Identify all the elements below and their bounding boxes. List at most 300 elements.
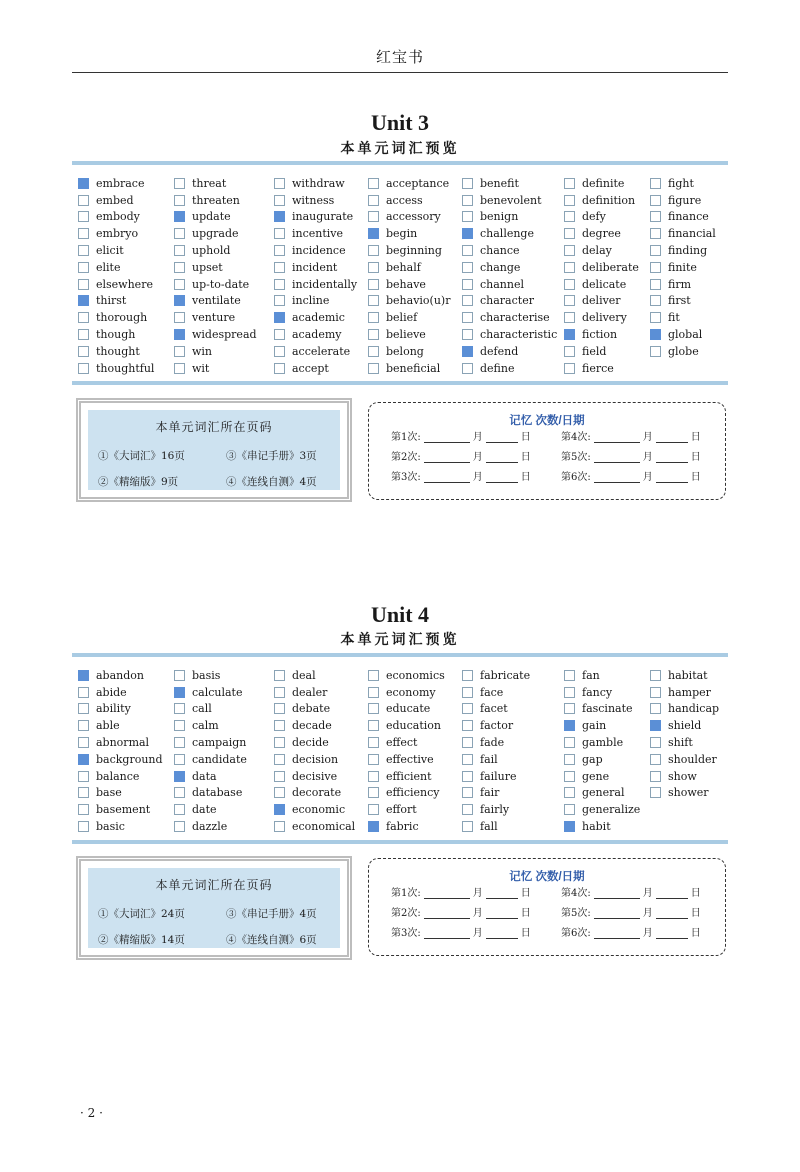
- word-checkbox[interactable]: [368, 363, 379, 374]
- word-checkbox[interactable]: [368, 178, 379, 189]
- word-label: decade: [292, 719, 332, 733]
- word-checkbox[interactable]: [564, 787, 575, 798]
- memory-entry-label: 第6次:: [561, 472, 591, 483]
- word-item: [274, 360, 357, 377]
- word-checkbox[interactable]: [274, 295, 285, 306]
- word-checkbox[interactable]: [174, 363, 185, 374]
- word-item: [368, 684, 445, 701]
- memory-entry: [561, 448, 701, 463]
- page-ref: ④《连线自测》4页: [226, 476, 317, 488]
- memory-entry-label: 第1次:: [391, 888, 421, 899]
- word-item: [78, 242, 154, 259]
- word-checkbox[interactable]: [650, 178, 661, 189]
- word-checkbox[interactable]: [174, 687, 185, 698]
- memory-blank-field[interactable]: [594, 927, 640, 939]
- word-checkbox[interactable]: [274, 262, 285, 273]
- word-column: [274, 667, 355, 835]
- word-item: [174, 667, 247, 684]
- word-label: basement: [96, 803, 151, 817]
- word-checkbox[interactable]: [462, 228, 473, 239]
- word-checkbox[interactable]: [564, 312, 575, 323]
- memory-entry-label: 第3次:: [391, 928, 421, 939]
- word-item: [274, 293, 357, 310]
- memory-blank-field[interactable]: [656, 431, 688, 443]
- word-label: fiction: [582, 328, 618, 342]
- word-checkbox[interactable]: [650, 703, 661, 714]
- word-checkbox[interactable]: [564, 228, 575, 239]
- word-checkbox[interactable]: [368, 279, 379, 290]
- memory-blank-field[interactable]: [594, 887, 640, 899]
- word-checkbox[interactable]: [274, 178, 285, 189]
- word-checkbox[interactable]: [174, 228, 185, 239]
- word-label: update: [192, 210, 231, 224]
- memory-entry-label: 日: [520, 452, 531, 463]
- word-checkbox[interactable]: [462, 312, 473, 323]
- memory-entry-label: 日: [690, 472, 701, 483]
- word-checkbox[interactable]: [368, 262, 379, 273]
- word-item: [564, 225, 639, 242]
- word-checkbox[interactable]: [274, 670, 285, 681]
- memory-entry: [391, 884, 531, 899]
- word-checkbox[interactable]: [650, 687, 661, 698]
- word-checkbox[interactable]: [462, 787, 473, 798]
- word-checkbox[interactable]: [274, 754, 285, 765]
- word-checkbox[interactable]: [274, 363, 285, 374]
- word-label: beginning: [386, 244, 442, 258]
- memory-entry: [391, 468, 531, 483]
- word-checkbox[interactable]: [368, 312, 379, 323]
- word-item: [368, 242, 450, 259]
- word-label: database: [192, 786, 243, 800]
- word-item: [650, 768, 719, 785]
- word-checkbox[interactable]: [78, 295, 89, 306]
- word-checkbox[interactable]: [368, 211, 379, 222]
- word-checkbox[interactable]: [650, 787, 661, 798]
- word-checkbox[interactable]: [174, 346, 185, 357]
- word-checkbox[interactable]: [78, 363, 89, 374]
- word-checkbox[interactable]: [368, 228, 379, 239]
- word-label: decision: [292, 752, 339, 766]
- memory-blank-field[interactable]: [486, 451, 518, 463]
- memory-blank-field[interactable]: [594, 431, 640, 443]
- word-checkbox[interactable]: [650, 262, 661, 273]
- word-checkbox[interactable]: [274, 720, 285, 731]
- word-label: generalize: [582, 803, 641, 817]
- word-checkbox[interactable]: [564, 703, 575, 714]
- memory-entry-label: 月: [642, 928, 653, 939]
- word-checkbox[interactable]: [564, 295, 575, 306]
- word-checkbox[interactable]: [368, 787, 379, 798]
- word-checkbox[interactable]: [564, 804, 575, 815]
- memory-blank-field[interactable]: [424, 927, 470, 939]
- word-item: [564, 343, 639, 360]
- word-label: habit: [582, 820, 611, 834]
- word-checkbox[interactable]: [564, 279, 575, 290]
- word-checkbox[interactable]: [650, 312, 661, 323]
- word-item: [78, 818, 163, 835]
- word-item: [368, 734, 445, 751]
- word-checkbox[interactable]: [78, 787, 89, 798]
- word-label: acceptance: [386, 176, 450, 190]
- word-item: [78, 360, 154, 377]
- word-label: date: [192, 803, 217, 817]
- word-checkbox[interactable]: [78, 804, 89, 815]
- memory-blank-field[interactable]: [486, 907, 518, 919]
- unit-4-word-grid: [78, 667, 728, 837]
- word-checkbox[interactable]: [368, 346, 379, 357]
- word-label: shower: [668, 786, 709, 800]
- word-checkbox[interactable]: [174, 178, 185, 189]
- word-label: handicap: [668, 702, 720, 716]
- word-item: [564, 259, 639, 276]
- memory-blank-field[interactable]: [656, 887, 688, 899]
- word-checkbox[interactable]: [78, 771, 89, 782]
- word-checkbox[interactable]: [368, 329, 379, 340]
- unit-3-top-band: [72, 161, 728, 165]
- word-label: global: [668, 328, 703, 342]
- word-checkbox[interactable]: [174, 787, 185, 798]
- unit-4-title: Unit 4: [370, 602, 430, 627]
- word-checkbox[interactable]: [78, 312, 89, 323]
- word-checkbox[interactable]: [564, 771, 575, 782]
- word-checkbox[interactable]: [564, 821, 575, 832]
- word-item: [78, 717, 163, 734]
- memory-entry: [561, 884, 701, 899]
- word-checkbox[interactable]: [462, 703, 473, 714]
- memory-entry: [561, 428, 701, 443]
- memory-entry-label: 月: [472, 452, 483, 463]
- memory-blank-field[interactable]: [486, 927, 518, 939]
- memory-blank-field[interactable]: [594, 907, 640, 919]
- word-label: widespread: [192, 328, 257, 342]
- word-checkbox[interactable]: [78, 754, 89, 765]
- word-checkbox[interactable]: [174, 821, 185, 832]
- word-checkbox[interactable]: [368, 804, 379, 815]
- word-checkbox[interactable]: [462, 804, 473, 815]
- memory-entry-label: 月: [642, 888, 653, 899]
- word-checkbox[interactable]: [462, 295, 473, 306]
- word-item: [274, 785, 355, 802]
- word-item: [564, 684, 640, 701]
- word-checkbox[interactable]: [78, 211, 89, 222]
- word-label: fascinate: [582, 702, 633, 716]
- word-item: [564, 175, 639, 192]
- word-item: [650, 751, 719, 768]
- word-checkbox[interactable]: [78, 720, 89, 731]
- word-checkbox[interactable]: [174, 703, 185, 714]
- word-checkbox[interactable]: [274, 195, 285, 206]
- word-checkbox[interactable]: [274, 312, 285, 323]
- word-checkbox[interactable]: [462, 178, 473, 189]
- word-checkbox[interactable]: [368, 703, 379, 714]
- memory-entry-label: 日: [690, 928, 701, 939]
- memory-blank-field[interactable]: [424, 471, 470, 483]
- word-checkbox[interactable]: [650, 346, 661, 357]
- word-label: field: [582, 344, 607, 358]
- word-checkbox[interactable]: [462, 771, 473, 782]
- word-item: [174, 360, 257, 377]
- word-item: [564, 751, 640, 768]
- word-checkbox[interactable]: [564, 687, 575, 698]
- word-checkbox[interactable]: [650, 211, 661, 222]
- word-item: [462, 309, 557, 326]
- word-label: abnormal: [96, 736, 150, 750]
- word-checkbox[interactable]: [564, 670, 575, 681]
- word-checkbox[interactable]: [462, 245, 473, 256]
- word-checkbox[interactable]: [174, 312, 185, 323]
- memory-blank-field[interactable]: [486, 887, 518, 899]
- word-checkbox[interactable]: [368, 245, 379, 256]
- word-checkbox[interactable]: [564, 754, 575, 765]
- word-checkbox[interactable]: [564, 245, 575, 256]
- word-checkbox[interactable]: [564, 178, 575, 189]
- memory-entry-label: 第5次:: [561, 908, 591, 919]
- word-checkbox[interactable]: [274, 211, 285, 222]
- word-checkbox[interactable]: [274, 703, 285, 714]
- word-label: efficiency: [386, 786, 440, 800]
- word-label: venture: [192, 311, 236, 325]
- word-item: [368, 751, 445, 768]
- word-label: shield: [668, 719, 702, 733]
- word-label: hamper: [668, 685, 711, 699]
- word-item: [650, 293, 716, 310]
- memory-entry-label: 月: [642, 452, 653, 463]
- word-item: [564, 717, 640, 734]
- word-checkbox[interactable]: [174, 211, 185, 222]
- word-checkbox[interactable]: [564, 363, 575, 374]
- memory-blank-field[interactable]: [424, 907, 470, 919]
- word-checkbox[interactable]: [78, 687, 89, 698]
- word-checkbox[interactable]: [274, 346, 285, 357]
- word-checkbox[interactable]: [368, 670, 379, 681]
- word-checkbox[interactable]: [274, 771, 285, 782]
- word-label: belong: [386, 344, 424, 358]
- word-checkbox[interactable]: [462, 329, 473, 340]
- word-checkbox[interactable]: [174, 771, 185, 782]
- word-checkbox[interactable]: [368, 195, 379, 206]
- word-checkbox[interactable]: [564, 195, 575, 206]
- unit-3-word-grid: [78, 175, 728, 379]
- word-label: show: [668, 769, 697, 783]
- word-label: deal: [292, 668, 316, 682]
- word-checkbox[interactable]: [564, 329, 575, 340]
- word-checkbox[interactable]: [650, 771, 661, 782]
- word-label: accept: [292, 361, 329, 375]
- word-label: failure: [480, 769, 517, 783]
- word-item: [174, 293, 257, 310]
- word-item: [78, 684, 163, 701]
- memory-blank-field[interactable]: [424, 887, 470, 899]
- word-checkbox[interactable]: [462, 720, 473, 731]
- word-checkbox[interactable]: [462, 279, 473, 290]
- unit-4-memory-log: [368, 858, 726, 956]
- word-checkbox[interactable]: [78, 262, 89, 273]
- word-checkbox[interactable]: [368, 720, 379, 731]
- memory-blank-field[interactable]: [656, 907, 688, 919]
- word-checkbox[interactable]: [274, 804, 285, 815]
- word-checkbox[interactable]: [174, 245, 185, 256]
- word-checkbox[interactable]: [174, 279, 185, 290]
- word-label: fan: [582, 668, 600, 682]
- word-label: decorate: [292, 786, 342, 800]
- word-checkbox[interactable]: [274, 228, 285, 239]
- word-checkbox[interactable]: [462, 195, 473, 206]
- word-item: [564, 667, 640, 684]
- word-item: [368, 785, 445, 802]
- word-checkbox[interactable]: [368, 687, 379, 698]
- word-label: threat: [192, 176, 227, 190]
- word-item: [564, 734, 640, 751]
- memory-entry-label: 日: [690, 908, 701, 919]
- word-checkbox[interactable]: [650, 670, 661, 681]
- word-checkbox[interactable]: [650, 329, 661, 340]
- word-label: incidentally: [292, 277, 358, 291]
- word-checkbox[interactable]: [274, 787, 285, 798]
- memory-entry-label: 月: [472, 928, 483, 939]
- word-checkbox[interactable]: [368, 821, 379, 832]
- memory-blank-field[interactable]: [486, 471, 518, 483]
- word-checkbox[interactable]: [462, 211, 473, 222]
- memory-blank-field[interactable]: [424, 451, 470, 463]
- word-item: [274, 734, 355, 751]
- word-checkbox[interactable]: [462, 754, 473, 765]
- word-label: academy: [292, 328, 342, 342]
- word-item: [462, 192, 557, 209]
- word-item: [650, 785, 719, 802]
- word-checkbox[interactable]: [650, 195, 661, 206]
- word-checkbox[interactable]: [78, 228, 89, 239]
- word-item: [78, 259, 154, 276]
- page-ref: ③《串记手册》3页: [226, 450, 317, 462]
- word-checkbox[interactable]: [274, 821, 285, 832]
- word-checkbox[interactable]: [274, 329, 285, 340]
- word-checkbox[interactable]: [650, 720, 661, 731]
- word-label: wit: [192, 361, 210, 375]
- word-label: economics: [386, 668, 445, 682]
- word-checkbox[interactable]: [174, 295, 185, 306]
- word-label: basic: [96, 820, 125, 834]
- word-label: ability: [96, 702, 131, 716]
- page-ref: ①《大词汇》24页: [98, 908, 185, 920]
- word-item: [78, 801, 163, 818]
- word-checkbox[interactable]: [462, 363, 473, 374]
- word-checkbox[interactable]: [564, 262, 575, 273]
- word-checkbox[interactable]: [650, 295, 661, 306]
- word-item: [650, 192, 716, 209]
- word-checkbox[interactable]: [650, 737, 661, 748]
- word-label: elsewhere: [96, 277, 153, 291]
- word-checkbox[interactable]: [564, 737, 575, 748]
- memory-blank-field[interactable]: [656, 451, 688, 463]
- word-checkbox[interactable]: [462, 821, 473, 832]
- word-item: [462, 751, 530, 768]
- word-column: [174, 667, 247, 835]
- word-checkbox[interactable]: [462, 687, 473, 698]
- word-checkbox[interactable]: [78, 279, 89, 290]
- word-item: [650, 684, 719, 701]
- word-checkbox[interactable]: [174, 670, 185, 681]
- word-item: [462, 785, 530, 802]
- word-checkbox[interactable]: [462, 346, 473, 357]
- word-checkbox[interactable]: [368, 295, 379, 306]
- memory-blank-field[interactable]: [486, 431, 518, 443]
- word-item: [274, 192, 357, 209]
- word-checkbox[interactable]: [650, 754, 661, 765]
- word-checkbox[interactable]: [78, 737, 89, 748]
- word-checkbox[interactable]: [78, 670, 89, 681]
- word-checkbox[interactable]: [368, 737, 379, 748]
- word-item: [174, 785, 247, 802]
- word-checkbox[interactable]: [78, 346, 89, 357]
- word-checkbox[interactable]: [174, 720, 185, 731]
- word-checkbox[interactable]: [174, 754, 185, 765]
- word-item: [274, 309, 357, 326]
- word-label: fair: [480, 786, 500, 800]
- memory-blank-field[interactable]: [594, 451, 640, 463]
- word-item: [174, 768, 247, 785]
- memory-entry-label: 月: [472, 888, 483, 899]
- word-label: shoulder: [668, 752, 717, 766]
- word-checkbox[interactable]: [78, 245, 89, 256]
- word-checkbox[interactable]: [462, 737, 473, 748]
- word-label: dealer: [292, 685, 328, 699]
- word-checkbox[interactable]: [174, 195, 185, 206]
- word-checkbox[interactable]: [274, 737, 285, 748]
- word-label: fairly: [480, 803, 510, 817]
- word-checkbox[interactable]: [650, 228, 661, 239]
- word-checkbox[interactable]: [174, 329, 185, 340]
- word-item: [650, 326, 716, 343]
- word-column: [564, 175, 639, 377]
- word-item: [368, 192, 450, 209]
- word-checkbox[interactable]: [564, 720, 575, 731]
- word-label: effort: [386, 803, 417, 817]
- word-checkbox[interactable]: [650, 279, 661, 290]
- word-checkbox[interactable]: [78, 178, 89, 189]
- word-label: behavio(u)r: [386, 294, 451, 308]
- word-checkbox[interactable]: [650, 245, 661, 256]
- memory-blank-field[interactable]: [656, 927, 688, 939]
- word-checkbox[interactable]: [564, 346, 575, 357]
- memory-blank-field[interactable]: [424, 431, 470, 443]
- memory-blank-field[interactable]: [656, 471, 688, 483]
- word-checkbox[interactable]: [368, 754, 379, 765]
- word-checkbox[interactable]: [462, 262, 473, 273]
- word-checkbox[interactable]: [564, 211, 575, 222]
- word-checkbox[interactable]: [274, 687, 285, 698]
- word-checkbox[interactable]: [174, 262, 185, 273]
- word-checkbox[interactable]: [78, 703, 89, 714]
- word-item: [174, 326, 257, 343]
- word-label: definition: [582, 193, 636, 207]
- word-checkbox[interactable]: [274, 279, 285, 290]
- word-checkbox[interactable]: [462, 670, 473, 681]
- word-checkbox[interactable]: [78, 195, 89, 206]
- word-checkbox[interactable]: [174, 737, 185, 748]
- word-checkbox[interactable]: [368, 771, 379, 782]
- word-checkbox[interactable]: [274, 245, 285, 256]
- word-item: [78, 701, 163, 718]
- word-item: [462, 818, 530, 835]
- word-checkbox[interactable]: [174, 804, 185, 815]
- word-item: [564, 326, 639, 343]
- memory-blank-field[interactable]: [594, 471, 640, 483]
- word-label: elite: [96, 260, 121, 274]
- word-checkbox[interactable]: [78, 821, 89, 832]
- word-item: [174, 192, 257, 209]
- word-label: fancy: [582, 685, 613, 699]
- word-checkbox[interactable]: [78, 329, 89, 340]
